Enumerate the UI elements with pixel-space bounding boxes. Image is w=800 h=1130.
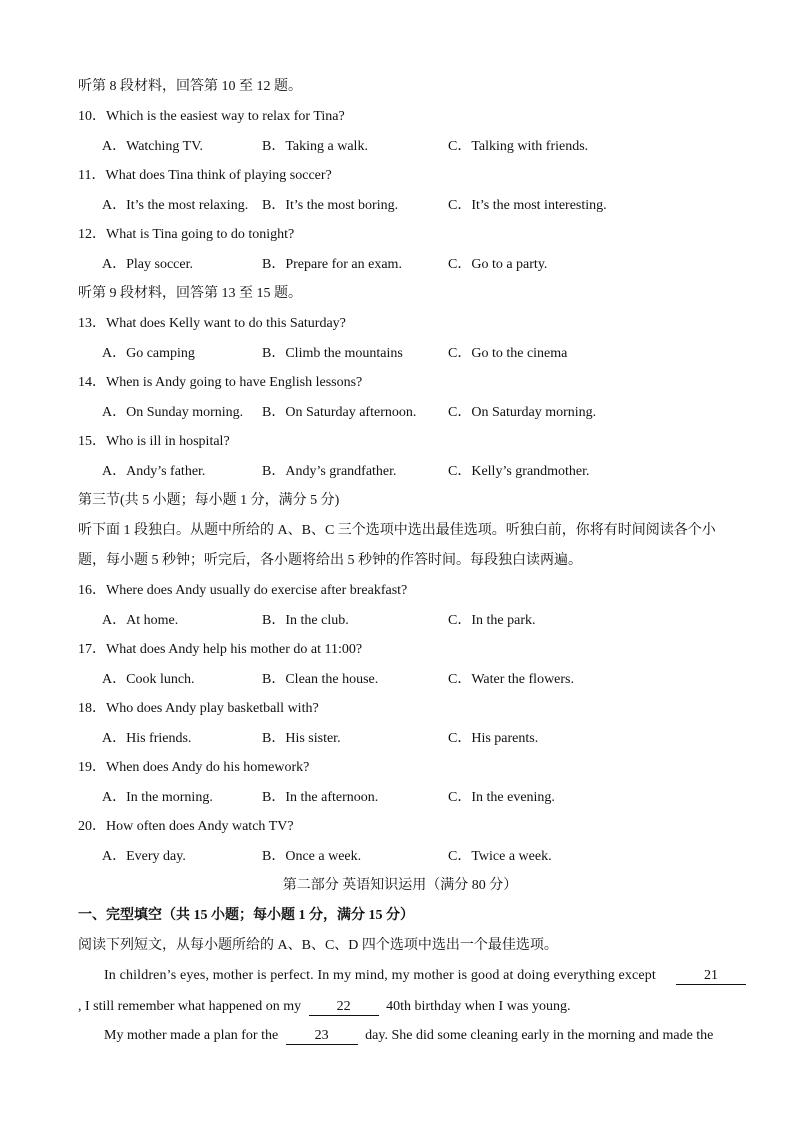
section-8-instruction: 听第 8 段材料，回答第 10 至 12 题。	[78, 79, 302, 94]
passage-line-2	[78, 998, 570, 1016]
question-15-option-b[interactable]: B．Andy’s grandfather.	[262, 464, 397, 479]
blank-21[interactable]	[676, 967, 746, 985]
question-13-option-a[interactable]: A．Go camping	[102, 346, 195, 361]
question-13-option-c[interactable]: C．Go to the cinema	[448, 346, 568, 361]
question-19-option-c[interactable]: C．In the evening.	[448, 790, 555, 805]
question-17-stem: 17．What does Andy help his mother do at 11:00?	[78, 642, 363, 657]
cloze-title: 一、完型填空（共 15 小题；每小题 1 分，满分 15 分）	[78, 908, 414, 923]
question-17-option-b[interactable]: B．Clean the house.	[262, 672, 379, 687]
question-17-option-a[interactable]: A．Cook lunch.	[102, 672, 195, 687]
blank-21-number: 21	[676, 968, 746, 985]
question-10-option-c[interactable]: C．Talking with friends.	[448, 139, 589, 154]
question-16-option-b[interactable]: B．In the club.	[262, 613, 349, 628]
question-14-option-b[interactable]: B．On Saturday afternoon.	[262, 405, 417, 420]
question-16-stem: 16．Where does Andy usually do exercise after breakfast?	[78, 583, 408, 598]
question-12-stem: 12．What is Tina going to do tonight?	[78, 227, 295, 242]
question-12-option-a[interactable]: A．Play soccer.	[102, 257, 193, 272]
question-11-option-a[interactable]: A．It’s the most relaxing.	[102, 198, 249, 213]
part-3-title: 第三节(共 5 小题；每小题 1 分，满分 5 分)	[78, 493, 340, 508]
question-11-option-c[interactable]: C．It’s the most interesting.	[448, 198, 607, 213]
question-17-option-c[interactable]: C．Water the flowers.	[448, 672, 574, 687]
question-14-option-a[interactable]: A．On Sunday morning.	[102, 405, 244, 420]
section-9-instruction: 听第 9 段材料，回答第 13 至 15 题。	[78, 286, 302, 301]
question-19-option-b[interactable]: B．In the afternoon.	[262, 790, 379, 805]
question-14-stem: 14．When is Andy going to have English lessons?	[78, 375, 363, 390]
blank-23-number[interactable]: 23	[286, 1028, 358, 1045]
question-18-stem: 18．Who does Andy play basketball with?	[78, 701, 319, 716]
part-2-heading: 第二部分 英语知识运用（满分 80 分）	[282, 878, 518, 893]
question-10-option-a[interactable]: A．Watching TV.	[102, 139, 204, 154]
part-3-instruction-line-2: 题，每小题 5 秒钟；听完后，各小题将给出 5 秒钟的作答时间。每段独白读两遍。	[78, 553, 582, 568]
question-18-option-c[interactable]: C．His parents.	[448, 731, 539, 746]
passage-line-1	[104, 967, 656, 985]
question-11-stem: 11．What does Tina think of playing soccer?	[78, 168, 332, 183]
question-15-stem: 15．Who is ill in hospital?	[78, 434, 230, 449]
passage-text: , I still remember what happened on my	[78, 999, 302, 1014]
question-20-option-c[interactable]: C．Twice a week.	[448, 849, 552, 864]
question-12-option-c[interactable]: C．Go to a party.	[448, 257, 548, 272]
part-3-instruction-line-1: 听下面 1 段独白。从题中所给的 A、B、C 三个选项中选出最佳选项。听独白前，你将有时间阅读各个小	[78, 523, 716, 538]
question-15-option-a[interactable]: A．Andy’s father.	[102, 464, 206, 479]
question-15-option-c[interactable]: C．Kelly’s grandmother.	[448, 464, 590, 479]
question-16-option-a[interactable]: A．At home.	[102, 613, 179, 628]
question-14-option-c[interactable]: C．On Saturday morning.	[448, 405, 597, 420]
question-20-stem: 20．How often does Andy watch TV?	[78, 819, 294, 834]
blank-22-number[interactable]: 22	[309, 999, 379, 1016]
passage-text: My mother made a plan for the	[104, 1028, 279, 1043]
question-12-option-b[interactable]: B．Prepare for an exam.	[262, 257, 402, 272]
cloze-instruction: 阅读下列短文，从每小题所给的 A、B、C、D 四个选项中选出一个最佳选项。	[78, 938, 558, 953]
passage-text: 40th birthday when I was young.	[386, 999, 571, 1014]
question-11-option-b[interactable]: B．It’s the most boring.	[262, 198, 399, 213]
question-16-option-c[interactable]: C．In the park.	[448, 613, 536, 628]
question-13-option-b[interactable]: B．Climb the mountains	[262, 346, 403, 361]
passage-text: In children’s eyes, mother is perfect. In my mind, my mother is good at doing everything except	[104, 968, 656, 983]
question-18-option-b[interactable]: B．His sister.	[262, 731, 341, 746]
question-18-option-a[interactable]: A．His friends.	[102, 731, 192, 746]
question-20-option-a[interactable]: A．Every day.	[102, 849, 186, 864]
question-20-option-b[interactable]: B．Once a week.	[262, 849, 362, 864]
passage-text: day. She did some cleaning early in the morning and made the	[365, 1028, 714, 1043]
question-10-option-b[interactable]: B．Taking a walk.	[262, 139, 368, 154]
question-13-stem: 13．What does Kelly want to do this Saturday?	[78, 316, 346, 331]
question-19-option-a[interactable]: A．In the morning.	[102, 790, 213, 805]
question-10-stem: 10．Which is the easiest way to relax for Tina?	[78, 109, 345, 124]
passage-line-3	[104, 1027, 713, 1045]
question-19-stem: 19．When does Andy do his homework?	[78, 760, 310, 775]
